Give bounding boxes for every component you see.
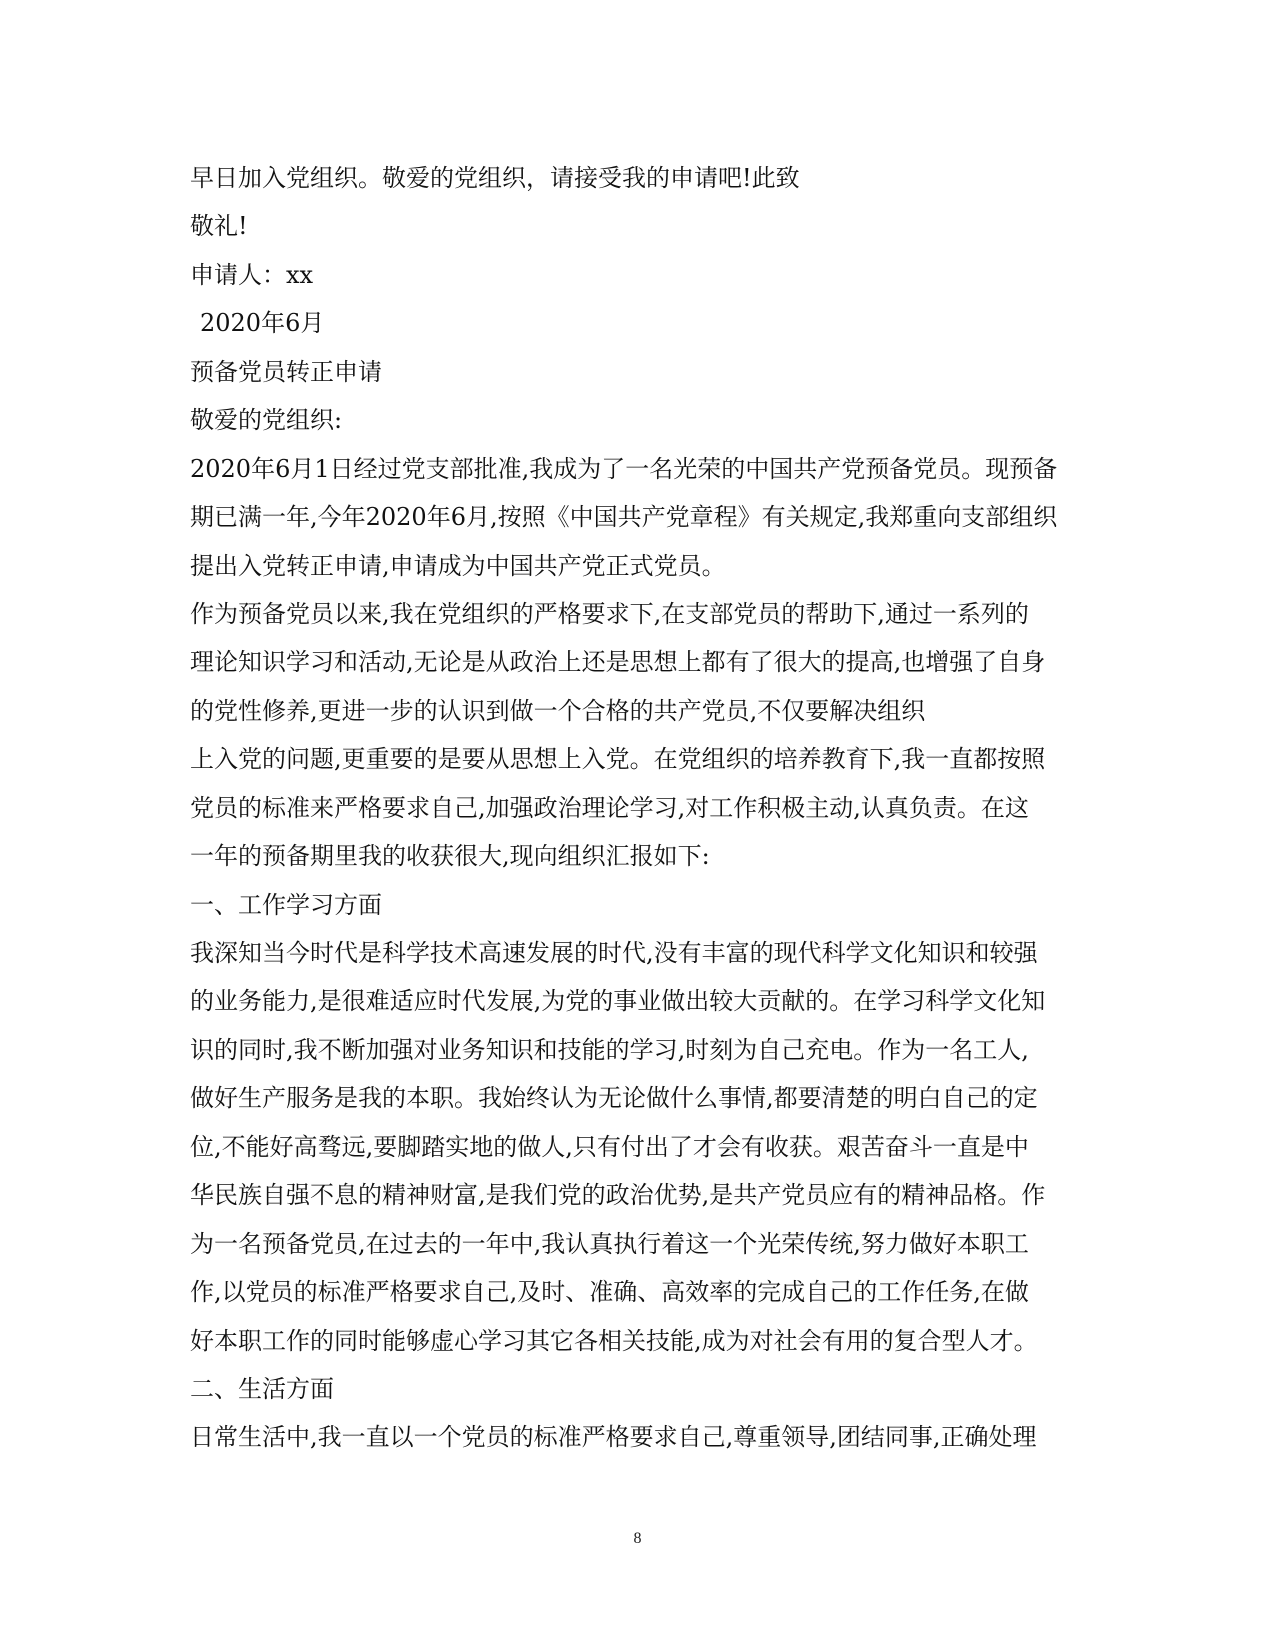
section-heading: 二、生活方面 [190,1374,334,1403]
text-line: 提出入党转正申请,申请成为中国共产党正式党员。 [190,551,726,580]
text-line: 党员的标准来严格要求自己,加强政治理论学习,对工作积极主动,认真负责。在这 [190,793,1029,822]
text-line: 的业务能力,是很难适应时代发展,为党的事业做出较大贡献的。在学习科学文化知 [190,987,1046,1016]
text-line: 期已满一年,今年2020年6月,按照《中国共产党章程》有关规定,我郑重向支部组织 [190,503,1058,532]
text-line: 作为预备党员以来,我在党组织的严格要求下,在支部党员的帮助下,通过一系列的 [190,599,1029,628]
text-line: 华民族自强不息的精神财富,是我们党的政治优势,是共产党员应有的精神品格。作 [190,1181,1046,1210]
date-line: 2020年6月 [200,309,325,338]
text-line: 我深知当今时代是科学技术高速发展的时代,没有丰富的现代科学文化知识和较强 [190,939,1038,967]
text-line: 作,以党员的标准严格要求自己,及时、准确、高效率的完成自己的工作任务,在做 [190,1278,1029,1307]
text-line: 识的同时,我不断加强对业务知识和技能的学习,时刻为自己充电。作为一名工人, [190,1035,1029,1064]
salutation-line: 敬爱的党组织: [190,406,343,435]
section-heading: 一、工作学习方面 [190,890,382,919]
body-text [190,154,1090,1462]
text-line: 位,不能好高骛远,要脚踏实地的做人,只有付出了才会有收获。艰苦奋斗一直是中 [190,1132,1029,1161]
text-line: 敬礼! [190,212,248,241]
text-line: 好本职工作的同时能够虚心学习其它各相关技能,成为对社会有用的复合型人才。 [190,1326,1038,1355]
text-line: 一年的预备期里我的收获很大,现向组织汇报如下: [190,842,710,871]
text-line: 理论知识学习和活动,无论是从政治上还是思想上都有了很大的提高,也增强了自身 [190,648,1046,677]
text-line: 做好生产服务是我的本职。我始终认为无论做什么事情,都要清楚的明白自己的定 [190,1084,1038,1113]
text-line: 的党性修养,更进一步的认识到做一个合格的共产党员,不仅要解决组织 [190,696,926,725]
text-line: 申请人：xx [190,260,314,289]
text-line: 为一名预备党员,在过去的一年中,我认真执行着这一个光荣传统,努力做好本职工 [190,1229,1029,1258]
heading-line: 预备党员转正申请 [190,357,382,386]
text-line: 早日加入党组织。敬爱的党组织，请接受我的申请吧!此致 [190,164,800,192]
text-line: 2020年6月1日经过党支部批准,我成为了一名光荣的中国共产党预备党员。现预备 [190,454,1058,483]
text-line: 上入党的问题,更重要的是要从思想上入党。在党组织的培养教育下,我一直都按照 [190,745,1046,774]
page-number: 8 [633,1530,642,1547]
text-line: 日常生活中,我一直以一个党员的标准严格要求自己,尊重领导,团结同事,正确处理 [190,1423,1037,1452]
